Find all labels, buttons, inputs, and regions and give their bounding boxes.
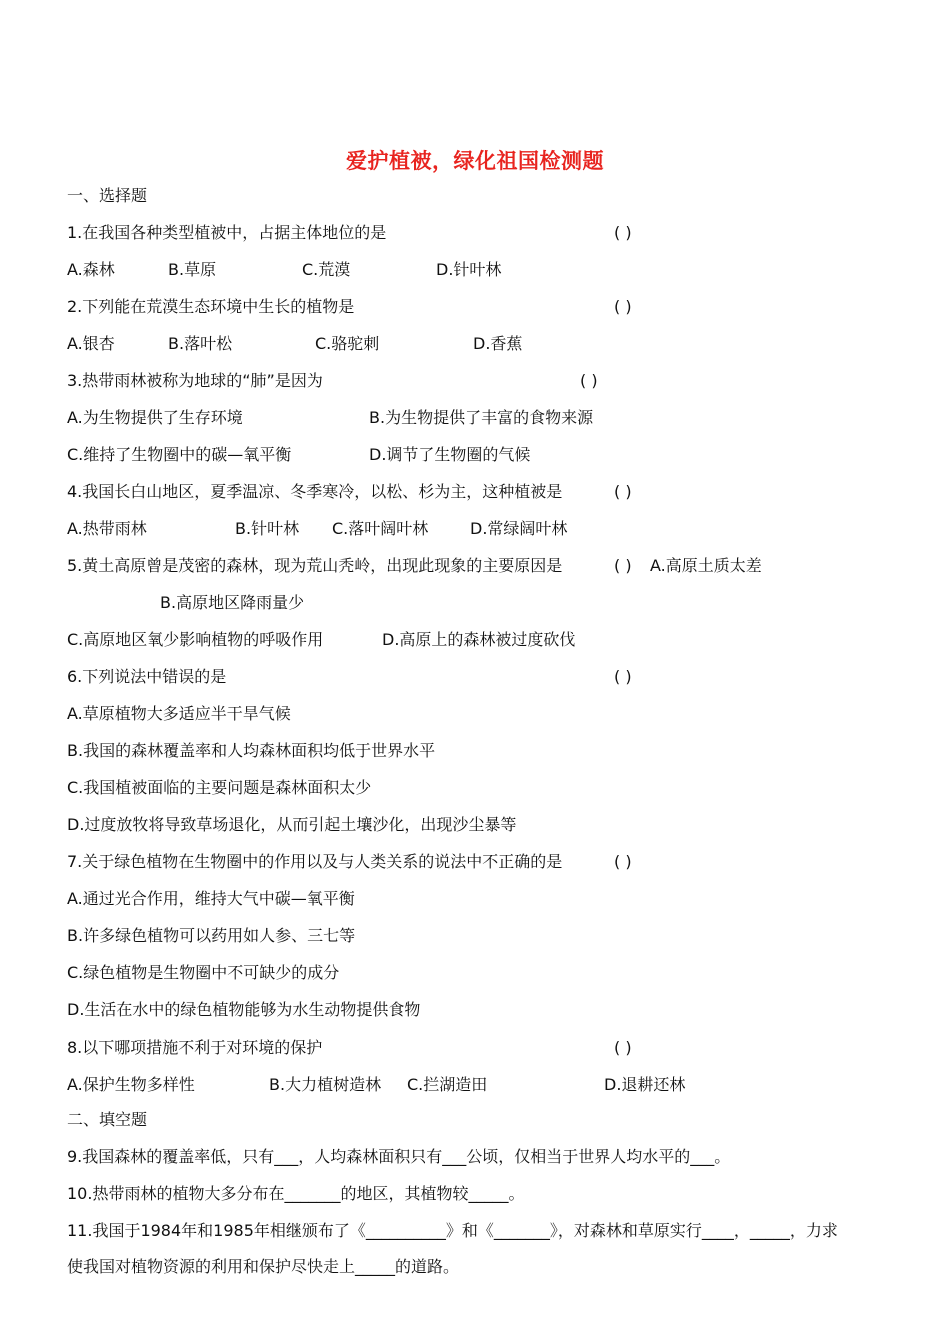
question-5-stem: 5.黄土高原曾是茂密的森林，现为荒山秃岭，出现此现象的主要原因是 (67, 556, 563, 575)
option-a: A.银杏 (67, 334, 115, 353)
question-5-answer-paren: ( ) (614, 556, 632, 575)
question-4-answer-paren: ( ) (614, 482, 632, 501)
option-d: D.香蕉 (473, 334, 523, 353)
question-7-option-b: B.许多绿色植物可以药用如人参、三七等 (67, 926, 356, 945)
question-7-stem: 7.关于绿色植物在生物圈中的作用以及与人类关系的说法中不正确的是 (67, 852, 563, 871)
question-6-option-a: A.草原植物大多适应半干旱气候 (67, 704, 291, 723)
option-b: B.草原 (168, 260, 217, 279)
option-d: D.针叶林 (436, 260, 502, 279)
option-b: B.针叶林 (235, 519, 300, 538)
question-8-stem: 8.以下哪项措施不利于对环境的保护 (67, 1038, 323, 1057)
question-5-option-a: A.高原土质太差 (650, 556, 762, 575)
question-7-option-a: A.通过光合作用，维持大气中碳—氧平衡 (67, 889, 355, 908)
question-6-stem: 6.下列说法中错误的是 (67, 667, 227, 686)
question-1-stem: 1.在我国各种类型植被中，占据主体地位的是 (67, 223, 387, 242)
question-11-line-1: 11.我国于1984年和1985年相继颁布了《__________》和《_______》，对森林和草原实行____，_____，力求 (67, 1221, 838, 1240)
question-7-answer-paren: ( ) (614, 852, 632, 871)
question-3-answer-paren: ( ) (580, 371, 598, 390)
question-6-option-b: B.我国的森林覆盖率和人均森林面积均低于世界水平 (67, 741, 436, 760)
question-8-answer-paren: ( ) (614, 1038, 632, 1057)
section-heading-fill: 二、填空题 (67, 1110, 148, 1129)
option-c: C.拦湖造田 (407, 1075, 488, 1094)
question-6-answer-paren: ( ) (614, 667, 632, 686)
option-c: C.荒漠 (302, 260, 351, 279)
option-c: C.落叶阔叶林 (332, 519, 429, 538)
question-5-option-b: B.高原地区降雨量少 (160, 593, 305, 612)
option-c: C.骆驼刺 (315, 334, 380, 353)
question-10: 10.热带雨林的植物大多分布在_______的地区，其植物较_____。 (67, 1184, 525, 1203)
question-4-stem: 4.我国长白山地区，夏季温凉、冬季寒冷，以松、杉为主，这种植被是 (67, 482, 563, 501)
question-6-option-d: D.过度放牧将导致草场退化，从而引起土壤沙化，出现沙尘暴等 (67, 815, 517, 834)
option-a: A.为生物提供了生存环境 (67, 408, 243, 427)
option-d: D.高原上的森林被过度砍伐 (382, 630, 576, 649)
option-c: C.高原地区氧少影响植物的呼吸作用 (67, 630, 324, 649)
section-heading-choice: 一、选择题 (67, 186, 148, 205)
option-a: A.森林 (67, 260, 115, 279)
question-7-option-d: D.生活在水中的绿色植物能够为水生动物提供食物 (67, 1000, 421, 1019)
question-1-answer-paren: ( ) (614, 223, 632, 242)
question-11-line-2: 使我国对植物资源的利用和保护尽快走上_____的道路。 (67, 1257, 460, 1276)
page-title: 爱护植被，绿化祖国检测题 (346, 149, 604, 173)
option-b: B.为生物提供了丰富的食物来源 (369, 408, 594, 427)
question-6-option-c: C.我国植被面临的主要问题是森林面积太少 (67, 778, 372, 797)
question-2-answer-paren: ( ) (614, 297, 632, 316)
option-c: C.维持了生物圈中的碳—氧平衡 (67, 445, 292, 464)
option-b: B.大力植树造林 (269, 1075, 382, 1094)
question-2-stem: 2.下列能在荒漠生态环境中生长的植物是 (67, 297, 355, 316)
option-d: D.常绿阔叶林 (470, 519, 568, 538)
question-7-option-c: C.绿色植物是生物圈中不可缺少的成分 (67, 963, 340, 982)
question-3-stem: 3.热带雨林被称为地球的“肺”是因为 (67, 371, 323, 390)
option-a: A.热带雨林 (67, 519, 147, 538)
option-d: D.调节了生物圈的气候 (369, 445, 531, 464)
option-d: D.退耕还林 (604, 1075, 686, 1094)
option-b: B.落叶松 (168, 334, 233, 353)
question-9: 9.我国森林的覆盖率低，只有___，人均森林面积只有___公顷，仅相当于世界人均水平的___。 (67, 1147, 731, 1166)
option-a: A.保护生物多样性 (67, 1075, 195, 1094)
